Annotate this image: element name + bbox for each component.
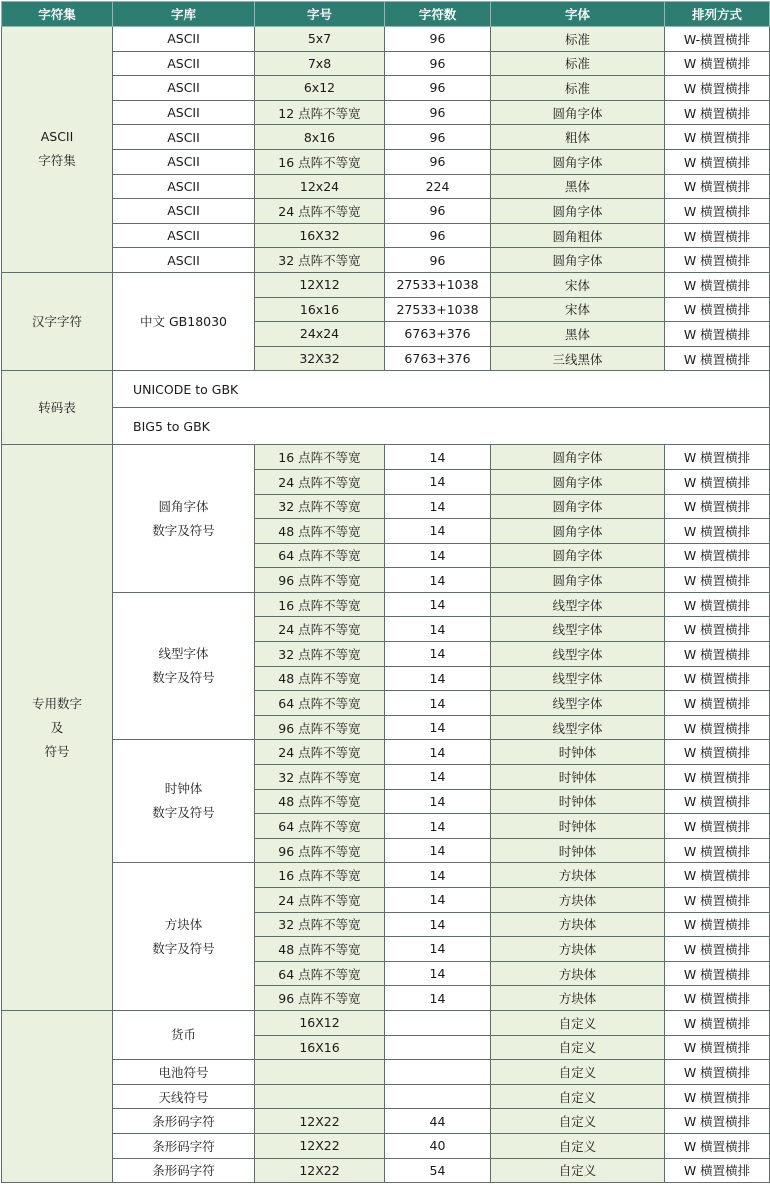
count-cell: 224 <box>385 174 491 199</box>
font-spec-table <box>1 1 770 1183</box>
size-cell: 5x7 <box>255 27 385 52</box>
size-cell: 96 点阵不等宽 <box>255 986 385 1011</box>
font-cell: 圆角字体 <box>491 445 665 470</box>
arrangement-cell: W 横置横排 <box>665 1084 770 1109</box>
font-cell: 线型字体 <box>491 715 665 740</box>
group-label: ASCII <box>40 129 74 145</box>
count-cell: 6763+376 <box>385 346 491 371</box>
arrangement-cell: W 横置横排 <box>665 51 770 76</box>
font-cell: 时钟体 <box>491 740 665 765</box>
count-cell: 14 <box>385 863 491 888</box>
size-cell: 8x16 <box>255 125 385 150</box>
count-cell: 14 <box>385 642 491 667</box>
table-row <box>2 248 770 273</box>
count-cell: 14 <box>385 568 491 593</box>
size-cell <box>255 1060 385 1085</box>
font-cell: 圆角字体 <box>491 568 665 593</box>
font-cell: 宋体 <box>491 272 665 297</box>
size-cell: 32 点阵不等宽 <box>255 912 385 937</box>
group-label: 汉字字符 <box>31 313 82 329</box>
arrangement-cell: W 横置横排 <box>665 1035 770 1060</box>
arrangement-cell: W 横置横排 <box>665 617 770 642</box>
font-cell: 圆角字体 <box>491 100 665 125</box>
table-row <box>2 100 770 125</box>
font-cell: 方块体 <box>491 888 665 913</box>
font-cell: 方块体 <box>491 863 665 888</box>
table-row <box>2 223 770 248</box>
count-cell <box>385 1060 491 1085</box>
font-cell: 圆角字体 <box>491 469 665 494</box>
font-cell: 自定义 <box>491 1084 665 1109</box>
font-cell: 方块体 <box>491 986 665 1011</box>
size-cell: 32 点阵不等宽 <box>255 765 385 790</box>
count-cell: 96 <box>385 223 491 248</box>
table-row <box>2 1060 770 1085</box>
library-cell <box>113 445 255 593</box>
table-row <box>2 740 770 765</box>
header-charset: 字符集 <box>2 2 113 27</box>
font-cell: 线型字体 <box>491 592 665 617</box>
size-cell: 48 点阵不等宽 <box>255 789 385 814</box>
group-misc <box>2 1010 113 1182</box>
table-row <box>2 1109 770 1134</box>
count-cell: 14 <box>385 666 491 691</box>
font-cell: 自定义 <box>491 1035 665 1060</box>
font-cell: 线型字体 <box>491 642 665 667</box>
arrangement-cell: W 横置横排 <box>665 223 770 248</box>
table-row <box>2 1084 770 1109</box>
group-label: 专用数字 <box>31 695 82 711</box>
arrangement-cell: W 横置横排 <box>665 125 770 150</box>
group-special <box>2 445 113 1011</box>
size-cell: 16X32 <box>255 223 385 248</box>
group-label: 符号 <box>44 743 70 759</box>
count-cell: 14 <box>385 937 491 962</box>
arrangement-cell: W 横置横排 <box>665 912 770 937</box>
count-cell: 96 <box>385 76 491 101</box>
size-cell: 32 点阵不等宽 <box>255 248 385 273</box>
count-cell: 44 <box>385 1109 491 1134</box>
arrangement-cell: W 横置横排 <box>665 814 770 839</box>
arrangement-cell: W 横置横排 <box>665 568 770 593</box>
count-cell: 27533+1038 <box>385 272 491 297</box>
arrangement-cell: W 横置横排 <box>665 1109 770 1134</box>
library-cell: ASCII <box>113 223 255 248</box>
font-cell: 时钟体 <box>491 814 665 839</box>
arrangement-cell: W 横置横排 <box>665 272 770 297</box>
count-cell: 96 <box>385 51 491 76</box>
group-label: 转码表 <box>38 399 76 415</box>
arrangement-cell: W 横置横排 <box>665 666 770 691</box>
group-ascii <box>2 27 113 273</box>
count-cell: 14 <box>385 838 491 863</box>
library-cell: 条形码字符 <box>113 1158 255 1183</box>
font-cell: 黑体 <box>491 174 665 199</box>
font-cell: 圆角字体 <box>491 543 665 568</box>
library-cell: 中文 GB18030 <box>113 272 255 370</box>
font-cell: 圆角粗体 <box>491 223 665 248</box>
library-cell: 条形码字符 <box>113 1109 255 1134</box>
library-label: 时钟体 <box>164 781 203 797</box>
table-row <box>2 863 770 888</box>
size-cell: 16x16 <box>255 297 385 322</box>
size-cell: 24 点阵不等宽 <box>255 740 385 765</box>
count-cell <box>385 1010 491 1035</box>
library-cell: ASCII <box>113 149 255 174</box>
library-cell <box>113 740 255 863</box>
header-library: 字库 <box>113 2 255 27</box>
size-cell: 64 点阵不等宽 <box>255 961 385 986</box>
group-transcode <box>2 371 113 445</box>
font-cell: 宋体 <box>491 297 665 322</box>
size-cell: 96 点阵不等宽 <box>255 838 385 863</box>
arrangement-cell: W 横置横排 <box>665 1133 770 1158</box>
font-cell: 圆角字体 <box>491 494 665 519</box>
size-cell: 12X12 <box>255 272 385 297</box>
font-cell: 粗体 <box>491 125 665 150</box>
arrangement-cell: W 横置横排 <box>665 297 770 322</box>
font-cell: 方块体 <box>491 937 665 962</box>
table-row <box>2 1133 770 1158</box>
library-cell: ASCII <box>113 174 255 199</box>
font-cell: 自定义 <box>491 1109 665 1134</box>
count-cell: 96 <box>385 248 491 273</box>
count-cell: 14 <box>385 961 491 986</box>
font-cell: 方块体 <box>491 912 665 937</box>
arrangement-cell: W 横置横排 <box>665 100 770 125</box>
size-cell <box>255 1084 385 1109</box>
size-cell: 16 点阵不等宽 <box>255 592 385 617</box>
transcode-cell: UNICODE to GBK <box>113 371 770 408</box>
size-cell: 16X16 <box>255 1035 385 1060</box>
count-cell: 14 <box>385 715 491 740</box>
count-cell: 40 <box>385 1133 491 1158</box>
count-cell: 96 <box>385 125 491 150</box>
size-cell: 96 点阵不等宽 <box>255 715 385 740</box>
arrangement-cell: W 横置横排 <box>665 322 770 347</box>
size-cell: 48 点阵不等宽 <box>255 937 385 962</box>
font-cell: 线型字体 <box>491 691 665 716</box>
font-cell: 时钟体 <box>491 765 665 790</box>
count-cell: 14 <box>385 469 491 494</box>
font-cell: 时钟体 <box>491 838 665 863</box>
table-row <box>2 76 770 101</box>
size-cell: 16 点阵不等宽 <box>255 149 385 174</box>
library-label: 线型字体 <box>158 646 209 662</box>
count-cell: 14 <box>385 765 491 790</box>
table-row <box>2 371 770 408</box>
size-cell: 12X22 <box>255 1158 385 1183</box>
library-cell: 天线符号 <box>113 1084 255 1109</box>
arrangement-cell: W 横置横排 <box>665 199 770 224</box>
group-label: 及 <box>50 719 64 735</box>
table-row <box>2 125 770 150</box>
header-count: 字符数 <box>385 2 491 27</box>
arrangement-cell: W 横置横排 <box>665 1060 770 1085</box>
size-cell: 24 点阵不等宽 <box>255 617 385 642</box>
library-cell: ASCII <box>113 27 255 52</box>
font-cell: 线型字体 <box>491 617 665 642</box>
count-cell: 96 <box>385 149 491 174</box>
library-label: 圆角字体 <box>158 498 209 514</box>
count-cell: 14 <box>385 445 491 470</box>
library-label: 数字及符号 <box>152 805 215 821</box>
table-row <box>2 445 770 470</box>
count-cell: 14 <box>385 986 491 1011</box>
arrangement-cell: W 横置横排 <box>665 248 770 273</box>
size-cell: 64 点阵不等宽 <box>255 691 385 716</box>
arrangement-cell: W 横置横排 <box>665 174 770 199</box>
font-cell: 标准 <box>491 51 665 76</box>
count-cell: 96 <box>385 27 491 52</box>
count-cell: 96 <box>385 100 491 125</box>
count-cell: 96 <box>385 199 491 224</box>
arrangement-cell: W 横置横排 <box>665 888 770 913</box>
font-cell: 黑体 <box>491 322 665 347</box>
size-cell: 48 点阵不等宽 <box>255 519 385 544</box>
arrangement-cell: W 横置横排 <box>665 986 770 1011</box>
count-cell: 14 <box>385 592 491 617</box>
size-cell: 32 点阵不等宽 <box>255 642 385 667</box>
size-cell: 12X22 <box>255 1133 385 1158</box>
library-cell: 条形码字符 <box>113 1133 255 1158</box>
font-cell: 自定义 <box>491 1060 665 1085</box>
count-cell: 27533+1038 <box>385 297 491 322</box>
font-cell: 自定义 <box>491 1010 665 1035</box>
count-cell: 6763+376 <box>385 322 491 347</box>
library-cell: 货币 <box>113 1010 255 1059</box>
size-cell: 16 点阵不等宽 <box>255 445 385 470</box>
library-cell: ASCII <box>113 76 255 101</box>
library-cell <box>113 592 255 740</box>
arrangement-cell: W 横置横排 <box>665 691 770 716</box>
count-cell: 14 <box>385 494 491 519</box>
count-cell: 14 <box>385 789 491 814</box>
arrangement-cell: W 横置横排 <box>665 445 770 470</box>
size-cell: 24x24 <box>255 322 385 347</box>
group-hanzi <box>2 272 113 370</box>
count-cell: 54 <box>385 1158 491 1183</box>
font-cell: 时钟体 <box>491 789 665 814</box>
size-cell: 24 点阵不等宽 <box>255 199 385 224</box>
arrangement-cell: W 横置横排 <box>665 961 770 986</box>
arrangement-cell: W 横置横排 <box>665 469 770 494</box>
size-cell: 32 点阵不等宽 <box>255 494 385 519</box>
arrangement-cell: W 横置横排 <box>665 592 770 617</box>
size-cell: 64 点阵不等宽 <box>255 814 385 839</box>
table-row <box>2 27 770 52</box>
size-cell: 96 点阵不等宽 <box>255 568 385 593</box>
count-cell <box>385 1084 491 1109</box>
arrangement-cell: W 横置横排 <box>665 740 770 765</box>
count-cell: 14 <box>385 519 491 544</box>
table-row <box>2 199 770 224</box>
arrangement-cell: W-横置横排 <box>665 27 770 52</box>
arrangement-cell: W 横置横排 <box>665 863 770 888</box>
count-cell: 14 <box>385 543 491 568</box>
library-label: 数字及符号 <box>152 940 215 956</box>
size-cell: 12X22 <box>255 1109 385 1134</box>
count-cell: 14 <box>385 691 491 716</box>
arrangement-cell: W 横置横排 <box>665 1010 770 1035</box>
count-cell: 14 <box>385 888 491 913</box>
arrangement-cell: W 横置横排 <box>665 519 770 544</box>
font-cell: 圆角字体 <box>491 199 665 224</box>
library-cell: ASCII <box>113 125 255 150</box>
count-cell: 14 <box>385 740 491 765</box>
arrangement-cell: W 横置横排 <box>665 642 770 667</box>
transcode-cell: BIG5 to GBK <box>113 408 770 445</box>
size-cell: 12x24 <box>255 174 385 199</box>
arrangement-cell: W 横置横排 <box>665 149 770 174</box>
header-row <box>2 2 770 27</box>
font-cell: 三线黑体 <box>491 346 665 371</box>
size-cell: 48 点阵不等宽 <box>255 666 385 691</box>
table-row <box>2 149 770 174</box>
count-cell <box>385 1035 491 1060</box>
library-cell: ASCII <box>113 199 255 224</box>
library-label: 数字及符号 <box>152 522 215 538</box>
size-cell: 6x12 <box>255 76 385 101</box>
arrangement-cell: W 横置横排 <box>665 543 770 568</box>
table-row <box>2 592 770 617</box>
arrangement-cell: W 横置横排 <box>665 789 770 814</box>
size-cell: 16X12 <box>255 1010 385 1035</box>
size-cell: 24 点阵不等宽 <box>255 888 385 913</box>
library-cell: 电池符号 <box>113 1060 255 1085</box>
library-cell: ASCII <box>113 248 255 273</box>
arrangement-cell: W 横置横排 <box>665 715 770 740</box>
library-label: 数字及符号 <box>152 670 215 686</box>
count-cell: 14 <box>385 617 491 642</box>
font-cell: 自定义 <box>491 1158 665 1183</box>
library-cell <box>113 863 255 1011</box>
font-cell: 标准 <box>491 76 665 101</box>
header-font: 字体 <box>491 2 665 27</box>
arrangement-cell: W 横置横排 <box>665 765 770 790</box>
library-label: 方块体 <box>164 916 203 932</box>
size-cell: 32X32 <box>255 346 385 371</box>
group-label: 字符集 <box>38 153 76 169</box>
arrangement-cell: W 横置横排 <box>665 1158 770 1183</box>
font-cell: 自定义 <box>491 1133 665 1158</box>
font-cell: 圆角字体 <box>491 519 665 544</box>
header-size: 字号 <box>255 2 385 27</box>
size-cell: 12 点阵不等宽 <box>255 100 385 125</box>
size-cell: 24 点阵不等宽 <box>255 469 385 494</box>
library-cell: ASCII <box>113 51 255 76</box>
arrangement-cell: W 横置横排 <box>665 494 770 519</box>
count-cell: 14 <box>385 814 491 839</box>
library-cell: ASCII <box>113 100 255 125</box>
font-cell: 圆角字体 <box>491 149 665 174</box>
count-cell: 14 <box>385 912 491 937</box>
font-cell: 标准 <box>491 27 665 52</box>
size-cell: 7x8 <box>255 51 385 76</box>
table-row <box>2 272 770 297</box>
table-row <box>2 1010 770 1035</box>
font-cell: 方块体 <box>491 961 665 986</box>
size-cell: 16 点阵不等宽 <box>255 863 385 888</box>
arrangement-cell: W 横置横排 <box>665 838 770 863</box>
header-arrangement: 排列方式 <box>665 2 770 27</box>
arrangement-cell: W 横置横排 <box>665 76 770 101</box>
table-row <box>2 51 770 76</box>
size-cell: 64 点阵不等宽 <box>255 543 385 568</box>
table-row <box>2 408 770 445</box>
font-cell: 圆角字体 <box>491 248 665 273</box>
table-row <box>2 174 770 199</box>
arrangement-cell: W 横置横排 <box>665 346 770 371</box>
table-row <box>2 1158 770 1183</box>
arrangement-cell: W 横置横排 <box>665 937 770 962</box>
font-cell: 线型字体 <box>491 666 665 691</box>
